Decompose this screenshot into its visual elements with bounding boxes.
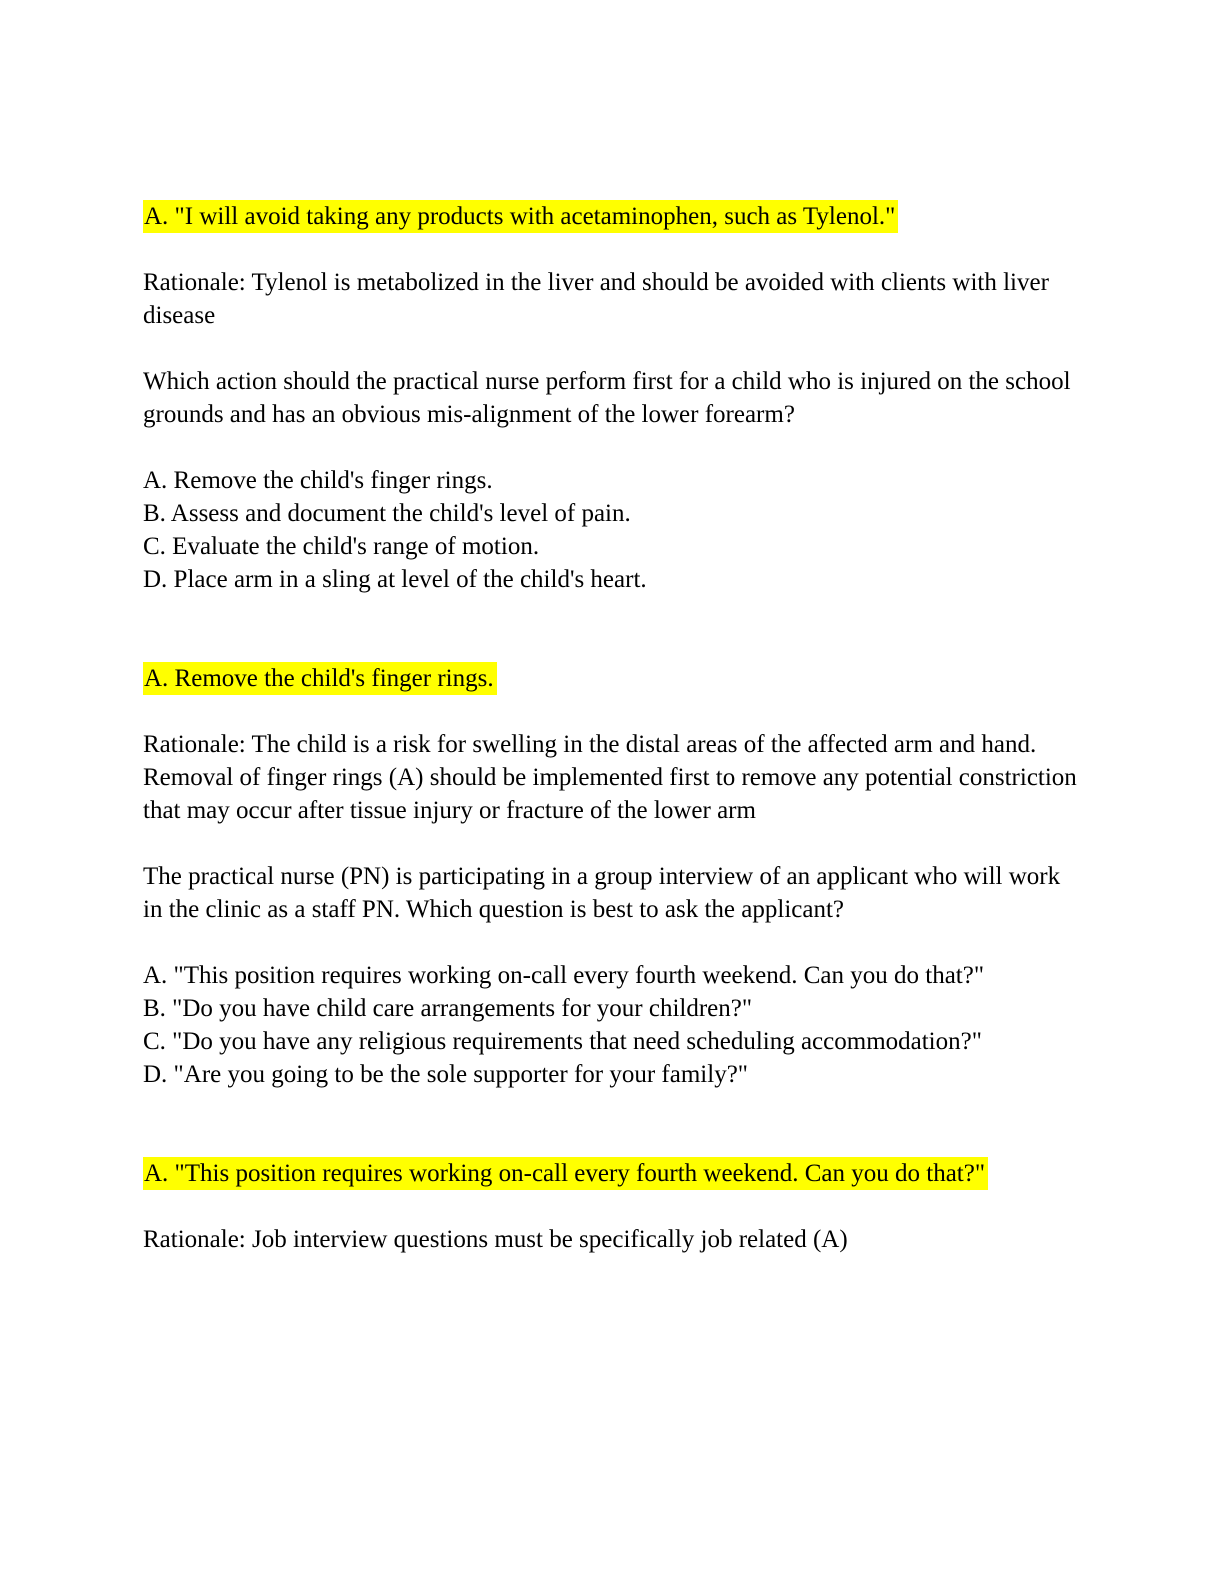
options-forearm	[143, 464, 1080, 596]
highlighted-answer-interview	[143, 1157, 1080, 1190]
option-d: D. Place arm in a sling at level of the child's heart.	[143, 566, 647, 593]
highlighted-answer-tylenol	[143, 200, 1080, 233]
option-d: D. "Are you going to be the sole supporter for your family?"	[143, 1061, 748, 1088]
option-a: A. Remove the child's finger rings.	[143, 467, 493, 494]
rationale-tylenol: Rationale: Tylenol is metabolized in the liver and should be avoided with clients with liver disease	[143, 269, 1049, 329]
highlight-mark: A. Remove the child's finger rings.	[143, 662, 497, 695]
question-forearm: Which action should the practical nurse perform first for a child who is injured on the school grounds and has an obvious mis-alignment of the lower forearm?	[143, 368, 1071, 428]
option-c: C. "Do you have any religious requirements that need scheduling accommodation?"	[143, 1028, 982, 1055]
option-c: C. Evaluate the child's range of motion.	[143, 533, 540, 560]
highlight-mark: A. "This position requires working on-call every fourth weekend. Can you do that?"	[143, 1157, 988, 1190]
rationale-forearm: Rationale: The child is a risk for swelling in the distal areas of the affected arm and hand. Removal of finger rings (A) should be implemented first to remove any potential constriction that may occur after tissue injury or fracture of the lower arm	[143, 731, 1077, 824]
highlighted-answer-forearm	[143, 662, 1080, 695]
options-interview	[143, 959, 1080, 1091]
option-a: A. "This position requires working on-call every fourth weekend. Can you do that?"	[143, 962, 985, 989]
question-interview: The practical nurse (PN) is participating in a group interview of an applicant who will work in the clinic as a staff PN. Which question is best to ask the applicant?	[143, 863, 1061, 923]
rationale-interview: Rationale: Job interview questions must be specifically job related (A)	[143, 1226, 848, 1253]
option-b: B. Assess and document the child's level of pain.	[143, 500, 631, 527]
highlight-mark: A. "I will avoid taking any products with acetaminophen, such as Tylenol."	[143, 200, 898, 233]
option-b: B. "Do you have child care arrangements for your children?"	[143, 995, 753, 1022]
